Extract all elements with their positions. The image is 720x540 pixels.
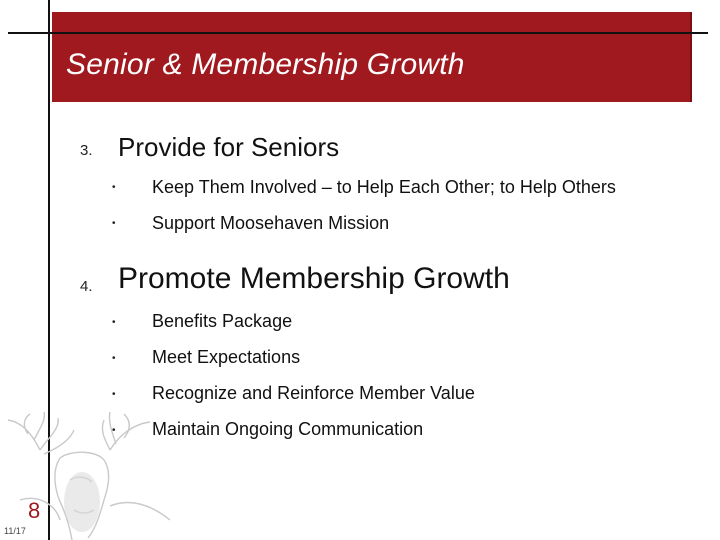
- bullet-marker: •: [112, 425, 116, 436]
- bullet-item: Support Moosehaven Mission: [152, 213, 390, 233]
- bullet-item: Benefits Package: [152, 311, 293, 331]
- slide-date: 11/17: [4, 526, 26, 536]
- bullet-marker: •: [112, 389, 116, 400]
- bullet-item: Maintain Ongoing Communication: [152, 419, 424, 439]
- horizontal-rule: [8, 32, 708, 34]
- bullet-item: Meet Expectations: [152, 347, 301, 367]
- bullet-marker: •: [112, 218, 116, 229]
- bullet-marker: •: [112, 182, 116, 193]
- bullet-item: Keep Them Involved – to Help Each Other; to Help Others: [152, 177, 616, 197]
- section-heading: Promote Membership Growth: [118, 262, 510, 295]
- bullet-item: Recognize and Reinforce Member Value: [152, 383, 475, 403]
- section-heading: Provide for Seniors: [118, 132, 340, 162]
- title-bar-edge: [690, 12, 692, 102]
- moose-head-watermark-icon: [0, 410, 175, 540]
- page-number: 8: [28, 498, 41, 523]
- section-number: 4.: [80, 278, 93, 295]
- bullet-marker: •: [112, 317, 116, 328]
- bullet-marker: •: [112, 353, 116, 364]
- section-number: 3.: [80, 142, 93, 159]
- slide-title: Senior & Membership Growth: [66, 48, 465, 81]
